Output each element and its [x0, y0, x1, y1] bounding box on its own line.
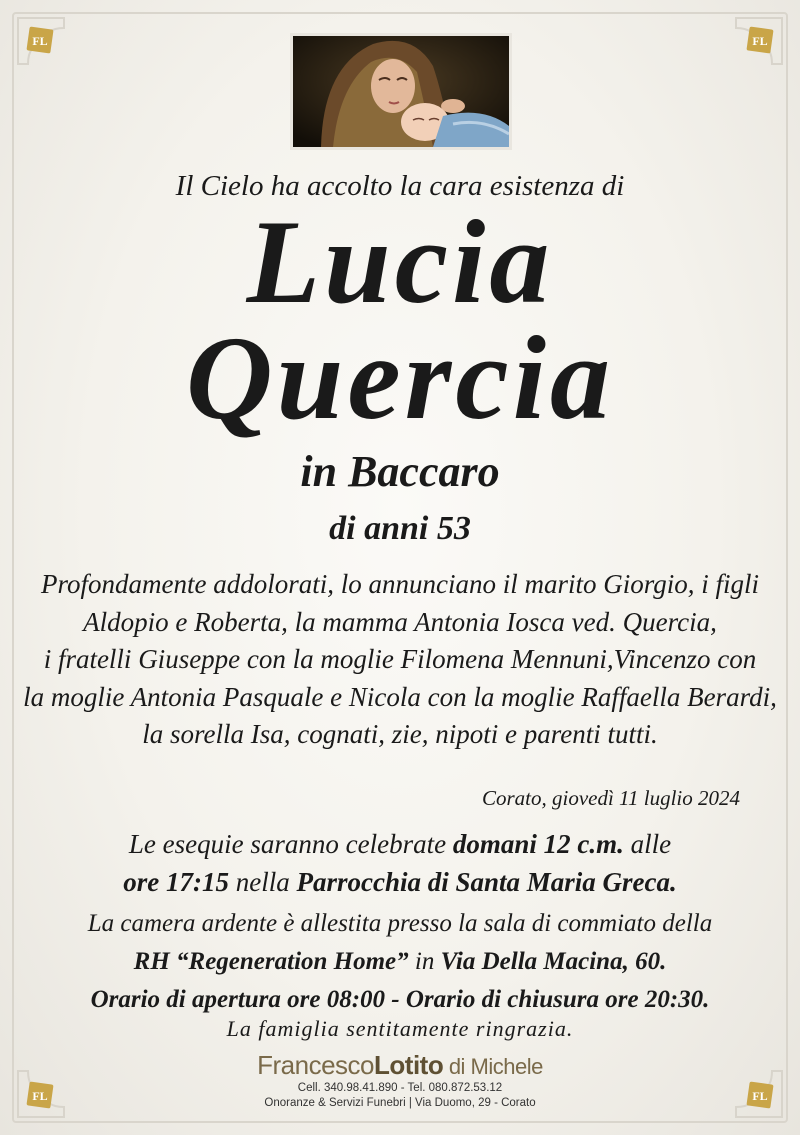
deceased-first-name: Lucia [246, 195, 554, 328]
funeral-home-name: FrancescoLotito di Michele [257, 1050, 543, 1080]
svg-text:FL: FL [32, 34, 48, 48]
announcement-text [0, 566, 800, 754]
funeral-home-address: Onoranze & Servizi Funebri | Via Duomo, 29 - Corato [264, 1097, 536, 1109]
thanks-text: La famiglia sentitamente ringrazia. [226, 1016, 574, 1041]
announcement-line: Aldopio e Roberta, la mamma Antonia Iosca ved. Quercia, [83, 606, 717, 637]
funeral-home-signature [0, 1050, 800, 1111]
funeral-date: domani 12 c.m. [452, 829, 624, 859]
funeral-home-phones: Cell. 340.98.41.890 - Tel. 080.872.53.12 [297, 1082, 503, 1094]
married-name: in Baccaro [300, 447, 500, 496]
funeral-text: nella [228, 867, 297, 897]
svg-text:FL: FL [752, 1089, 768, 1103]
deceased-last-name: Quercia [186, 311, 614, 444]
announcement-line: la moglie Antonia Pasquale e Nicola con la moglie Raffaella Berardi, [23, 681, 777, 712]
funeral-text: alle [623, 829, 672, 859]
announcement-line: i fratelli Giuseppe con la moglie Filomena Mennuni,Vincenzo con [43, 644, 757, 674]
funeral-info [0, 825, 800, 901]
funeral-time: ore 17:15 [123, 867, 229, 897]
corner-logo-icon [14, 14, 68, 68]
age-text: di anni 53 [329, 510, 471, 547]
corner-logo-icon [732, 14, 786, 68]
chapel-address: Via Della Macina, 60. [440, 948, 667, 975]
chapel-text: in [408, 948, 441, 975]
intro-text: Il Cielo ha accolto la cara esistenza di [175, 170, 625, 202]
svg-text:FL: FL [752, 34, 768, 48]
announcement-line: la sorella Isa, cognati, zie, nipoti e parenti tutti. [142, 719, 658, 749]
chapel-hours: Orario di apertura ore 08:00 - Orario di chiusura ore 20:30. [90, 986, 710, 1013]
madonna-image [290, 33, 512, 150]
chapel-venue: RH “Regeneration Home” [133, 948, 409, 975]
announcement-line: Profondamente addolorati, lo annunciano il marito Giorgio, i figli [41, 569, 759, 599]
chapel-text: La camera ardente è allestita presso la sala di commiato della [87, 910, 713, 937]
svg-text:FL: FL [32, 1089, 48, 1103]
funeral-text: Le esequie saranno celebrate [128, 829, 453, 859]
dateline: Corato, giovedì 11 luglio 2024 [481, 786, 740, 810]
chapel-info [0, 905, 800, 1019]
funeral-church: Parrocchia di Santa Maria Greca. [296, 867, 677, 897]
